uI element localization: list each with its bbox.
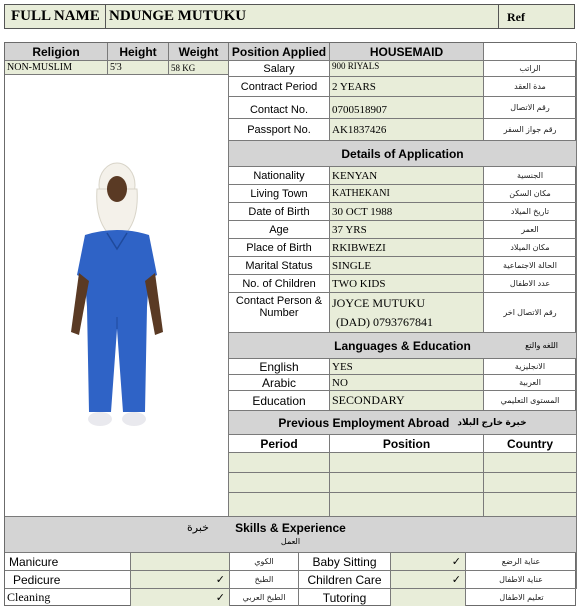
application-form bbox=[4, 42, 576, 606]
height-header: Height bbox=[108, 43, 169, 61]
children-label: No. of Children bbox=[229, 275, 330, 293]
photo-area bbox=[5, 75, 229, 517]
weight-header: Weight bbox=[169, 43, 229, 61]
position-header: Position bbox=[330, 435, 484, 453]
employment-row-3-country bbox=[484, 493, 577, 517]
details-section-title: Details of Application bbox=[229, 141, 577, 167]
arabic-ar: العربية bbox=[484, 375, 577, 391]
skill-children-care-check: ✓ bbox=[391, 571, 466, 589]
english-ar: الانجليزية bbox=[484, 359, 577, 375]
skill-baby-sitting-ar: عناية الرضع bbox=[466, 553, 577, 571]
age-label: Age bbox=[229, 221, 330, 239]
marital-status-value: SINGLE bbox=[330, 257, 484, 275]
living-town-value: KATHEKANI bbox=[330, 185, 484, 203]
contract-period-ar: مدة العقد bbox=[484, 77, 577, 97]
children-ar: عدد الاطفال bbox=[484, 275, 577, 293]
applicant-photo bbox=[57, 157, 177, 447]
ref-label: Ref bbox=[507, 10, 525, 24]
full-name-label: FULL NAME bbox=[11, 8, 100, 24]
skill-manicure-label: Manicure bbox=[5, 553, 131, 571]
skill-children-care-label: Children Care bbox=[299, 571, 391, 589]
languages-title-text: Languages & Education bbox=[334, 338, 471, 353]
english-value: YES bbox=[330, 359, 484, 375]
nationality-ar: الجنسية bbox=[484, 167, 577, 185]
employment-row-2-position bbox=[330, 473, 484, 493]
salary-value: 900 RIYALS bbox=[330, 61, 484, 77]
employment-section-title bbox=[229, 411, 577, 435]
country-header: Country bbox=[484, 435, 577, 453]
contact-no-value: 0700518907 bbox=[330, 97, 484, 119]
living-town-ar: مكان السكن bbox=[484, 185, 577, 203]
weight-value: 58 KG bbox=[169, 61, 229, 75]
skill-baby-sitting-label: Baby Sitting bbox=[299, 553, 391, 571]
contact-no-label: Contact No. bbox=[229, 97, 330, 119]
date-of-birth-value: 30 OCT 1988 bbox=[330, 203, 484, 221]
skill-manicure-ar: الكوي bbox=[230, 553, 299, 571]
contact-person-number: (DAD) 0793767841 bbox=[336, 314, 433, 329]
languages-title-ar: اللغه والتع bbox=[525, 341, 558, 350]
contact-no-ar: رقم الاتصال bbox=[484, 97, 577, 119]
passport-no-ar: رقم جواز السفر bbox=[484, 119, 577, 141]
skills-title-ar-left: خبرة bbox=[187, 522, 209, 534]
passport-no-label: Passport No. bbox=[229, 119, 330, 141]
skills-section-title bbox=[5, 517, 577, 553]
contact-person-label bbox=[229, 293, 330, 333]
skills-title-text: Skills & Experience bbox=[235, 520, 346, 535]
employment-title-ar: خبرة خارج البلاد bbox=[457, 417, 527, 427]
education-value: SECONDARY bbox=[330, 391, 484, 411]
living-town-label: Living Town bbox=[229, 185, 330, 203]
place-of-birth-ar: مكان الميلاد bbox=[484, 239, 577, 257]
skills-title-ar-sub: العمل bbox=[280, 536, 301, 546]
salary-label: Salary bbox=[229, 61, 330, 77]
employment-row-3-position bbox=[330, 493, 484, 517]
arabic-label: Arabic bbox=[229, 375, 330, 391]
skill-cleaning-check: ✓ bbox=[131, 589, 230, 606]
skill-baby-sitting-check: ✓ bbox=[391, 553, 466, 571]
religion-header: Religion bbox=[5, 43, 108, 61]
marital-status-label: Marital Status bbox=[229, 257, 330, 275]
arabic-value: NO bbox=[330, 375, 484, 391]
employment-row-3-period bbox=[229, 493, 330, 517]
skill-children-care-ar: عناية الاطفال bbox=[466, 571, 577, 589]
skill-tutoring-label: Tutoring bbox=[299, 589, 391, 606]
employment-row-2-country bbox=[484, 473, 577, 493]
contract-period-label: Contract Period bbox=[229, 77, 330, 97]
full-name-value: NDUNGE MUTUKU bbox=[109, 8, 247, 24]
skill-tutoring-check bbox=[391, 589, 466, 606]
nationality-label: Nationality bbox=[229, 167, 330, 185]
nationality-value: KENYAN bbox=[330, 167, 484, 185]
skill-cleaning-ar: الطبخ العربي bbox=[230, 589, 299, 606]
position-value: HOUSEMAID bbox=[330, 43, 484, 61]
age-ar: العمر bbox=[484, 221, 577, 239]
passport-no-value: AK1837426 bbox=[330, 119, 484, 141]
marital-status-ar: الحالة الاجتماعية bbox=[484, 257, 577, 275]
skill-pedicure-label: Pedicure bbox=[5, 571, 131, 589]
height-value: 5'3 bbox=[108, 61, 169, 75]
place-of-birth-label: Place of Birth bbox=[229, 239, 330, 257]
period-header: Period bbox=[229, 435, 330, 453]
place-of-birth-value: RKIBWEZI bbox=[330, 239, 484, 257]
contact-person-value bbox=[330, 293, 484, 333]
employment-row-1-position bbox=[330, 453, 484, 473]
skill-cleaning-label: Cleaning bbox=[5, 589, 131, 606]
skill-tutoring-ar: تعليم الاطفال bbox=[499, 593, 544, 602]
contact-person-ar: رقم الاتصال اخر bbox=[484, 293, 577, 333]
contract-period-value: 2 YEARS bbox=[330, 77, 484, 97]
skill-pedicure-check: ✓ bbox=[131, 571, 230, 589]
contact-person-label-line1: Contact Person & bbox=[235, 295, 323, 307]
date-of-birth-label: Date of Birth bbox=[229, 203, 330, 221]
employment-row-1-period bbox=[229, 453, 330, 473]
contact-person-name: JOYCE MUTUKU bbox=[332, 295, 425, 310]
employment-row-2-period bbox=[229, 473, 330, 493]
skill-manicure-check bbox=[131, 553, 230, 571]
skill-pedicure-ar: الطبخ bbox=[230, 571, 299, 589]
education-ar: المستوى التعليمي bbox=[484, 391, 577, 411]
employment-row-1-country bbox=[484, 453, 577, 473]
children-value: TWO KIDS bbox=[330, 275, 484, 293]
date-of-birth-ar: تاريخ الميلاد bbox=[484, 203, 577, 221]
contact-person-label-line2: Number bbox=[259, 307, 299, 319]
age-value: 37 YRS bbox=[330, 221, 484, 239]
education-label: Education bbox=[229, 391, 330, 411]
full-name-bar bbox=[4, 4, 575, 29]
employment-title-text: Previous Employment Abroad bbox=[278, 415, 450, 430]
religion-value: NON-MUSLIM bbox=[5, 61, 108, 75]
english-label: English bbox=[229, 359, 330, 375]
position-label: Position Applied bbox=[229, 43, 330, 61]
languages-section-title bbox=[229, 333, 577, 359]
salary-ar: الراتب bbox=[484, 61, 577, 77]
